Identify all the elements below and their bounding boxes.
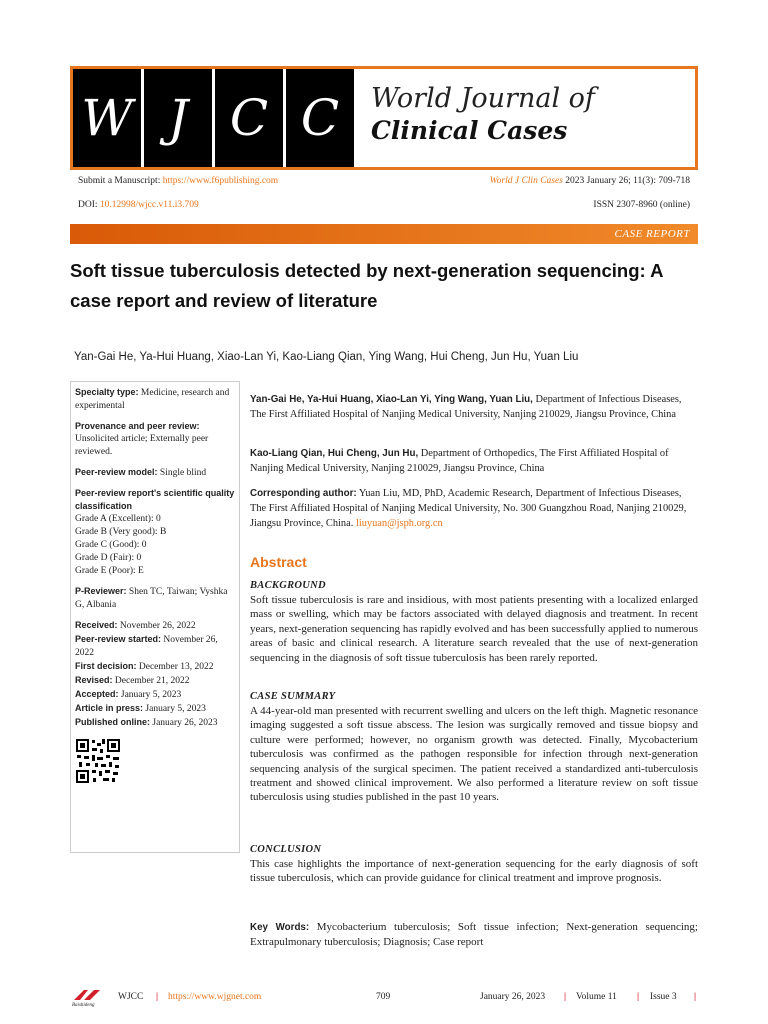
- logo-letter-c2: C: [286, 69, 354, 167]
- grade-c: Grade C (Good): 0: [75, 540, 147, 550]
- published-value: January 26, 2023: [152, 718, 218, 728]
- publisher-logo-text: Baishideng: [72, 1003, 95, 1008]
- first-decision-value: December 13, 2022: [138, 662, 214, 672]
- footer-separator-1: |: [156, 992, 159, 1002]
- received-label: Received:: [75, 620, 118, 630]
- in-press-label: Article in press:: [75, 703, 144, 713]
- affiliation-1: [250, 392, 698, 422]
- aff2-text: Department of Orthopedics, The First Affiliated Hospital of Nanjing Medical University, Nanjing 210029, Jiangsu Province, China: [250, 448, 669, 474]
- footer-issue: Issue 3: [650, 992, 677, 1002]
- doi-link[interactable]: 10.12998/wjcc.v11.i3.709: [99, 200, 199, 210]
- footer-url[interactable]: https://www.wjgnet.com: [168, 992, 262, 1002]
- journal-name-line1: World Journal of: [371, 83, 595, 114]
- aff2-names: Kao-Liang Qian, Hui Cheng, Jun Hu,: [250, 448, 419, 459]
- issn: ISSN 2307-8960 (online): [593, 200, 690, 210]
- abstract-heading: [250, 555, 698, 572]
- qr-code-icon[interactable]: [75, 738, 121, 784]
- case-summary-section: [250, 689, 698, 805]
- review-model-block: [75, 466, 235, 480]
- corr-email[interactable]: liuyuan@jsph.org.cn: [355, 518, 443, 529]
- review-model-label: Peer-review model:: [75, 467, 158, 477]
- corr-label: Corresponding author:: [250, 488, 357, 499]
- submit-link[interactable]: https://www.f6publishing.com: [162, 176, 279, 186]
- grade-e: Grade E (Poor): E: [75, 566, 144, 576]
- footer-volume: Volume 11: [576, 992, 617, 1002]
- footer-page-number: 709: [376, 992, 391, 1002]
- published-label: Published online:: [75, 717, 151, 727]
- citation-line: [490, 176, 690, 186]
- doi-label: DOI:: [78, 200, 98, 210]
- conclusion-text: This case highlights the importance of next-generation sequencing for the early diagnosis of soft tissue tuberculosis, which can provide guidance for clinical treatment and improve prognosis.: [250, 858, 698, 885]
- background-text: Soft tissue tuberculosis is rare and insidious, with most patients presenting with a localized enlarged mass or swelling, which may be factors associated with delayed diagnosis and treatment. In recent years, next-generation sequencing has rapidly evolved and has been successfully applied to numerous areas of basic and clinical research. A literature search revealed that the use of next-generation sequencing in the diagnosis of soft tissue tuberculosis has been rarely reported.: [250, 594, 698, 664]
- citation-journal: World J Clin Cases: [489, 176, 563, 186]
- accepted-value: January 5, 2023: [120, 690, 182, 700]
- reviewer-block: [75, 585, 235, 612]
- doi-line: [78, 200, 199, 210]
- received-row: [75, 619, 235, 633]
- footer-separator-2: |: [564, 992, 567, 1002]
- specialty-block: [75, 386, 235, 413]
- article-title: Soft tissue tuberculosis detected by next-generation sequencing: A case report and review of literature: [70, 260, 663, 311]
- logo-letter-j: J: [144, 69, 212, 167]
- revised-value: December 21, 2022: [114, 676, 190, 686]
- quality-block: [75, 487, 235, 578]
- aff1-text: Department of Infectious Diseases, The First Affiliated Hospital of Nanjing Medical University, Nanjing 210029, Jiangsu Province, China: [250, 394, 682, 420]
- conclusion-heading: CONCLUSION: [250, 844, 322, 855]
- received-value: November 26, 2022: [119, 621, 196, 631]
- provenance-label: Provenance and peer review:: [75, 421, 200, 431]
- journal-logo: [73, 69, 357, 167]
- first-decision-row: [75, 660, 235, 674]
- keywords-label: Key Words:: [250, 922, 310, 933]
- footer-separator-4: |: [694, 992, 697, 1002]
- publisher-logo-icon: [70, 986, 110, 1008]
- journal-name: [371, 83, 595, 145]
- reviewer-label: P-Reviewer:: [75, 586, 127, 596]
- footer-separator-3: |: [637, 992, 640, 1002]
- page-footer: [70, 992, 698, 1008]
- background-heading: BACKGROUND: [250, 580, 326, 591]
- revised-row: [75, 674, 235, 688]
- keywords-text: Mycobacterium tuberculosis; Soft tissue infection; Next-generation sequencing; Extrapulmonary tuberculosis; Diagnosis; Case report: [250, 921, 698, 948]
- article-info-sidebar: [70, 381, 240, 853]
- accepted-label: Accepted:: [75, 689, 119, 699]
- case-summary-heading: CASE SUMMARY: [250, 691, 336, 702]
- grade-d: Grade D (Fair): 0: [75, 553, 142, 563]
- published-row: [75, 716, 235, 730]
- citation-details: 2023 January 26; 11(3): 709-718: [565, 176, 690, 186]
- footer-journal: WJCC: [118, 992, 144, 1002]
- specialty-label: Specialty type:: [75, 387, 139, 397]
- background-section: [250, 578, 698, 665]
- author-list: Yan-Gai He, Ya-Hui Huang, Xiao-Lan Yi, Kao-Liang Qian, Ying Wang, Hui Cheng, Jun Hu, Yuan Liu: [74, 351, 579, 363]
- review-model-value: Single blind: [159, 468, 207, 478]
- dates-block: [75, 619, 235, 730]
- reviewer-value: Shen TC, Taiwan; Vyshka G, Albania: [75, 587, 228, 610]
- accepted-row: [75, 688, 235, 702]
- logo-letter-c1: C: [215, 69, 283, 167]
- first-decision-label: First decision:: [75, 661, 137, 671]
- started-row: [75, 633, 235, 660]
- case-report-bar: CASE REPORT: [70, 224, 698, 244]
- journal-banner: [70, 66, 698, 170]
- grade-a: Grade A (Excellent): 0: [75, 514, 161, 524]
- submit-label: Submit a Manuscript:: [78, 176, 161, 186]
- logo-letter-w: W: [73, 69, 141, 167]
- aff1-names: Yan-Gai He, Ya-Hui Huang, Xiao-Lan Yi, Ying Wang, Yuan Liu,: [250, 394, 533, 405]
- revised-label: Revised:: [75, 675, 113, 685]
- keywords: [250, 920, 698, 950]
- conclusion-section: [250, 842, 698, 886]
- grade-b: Grade B (Very good): B: [75, 527, 167, 537]
- quality-label: Peer-review report's scientific quality classification: [75, 488, 235, 511]
- footer-date: January 26, 2023: [480, 992, 546, 1002]
- started-label: Peer-review started:: [75, 634, 162, 644]
- case-summary-text: A 44-year-old man presented with recurrent swelling and ulcers on the left thigh. Magnetic resonance imaging suggested a soft tissue abscess. The lesion was surgically removed and tissue biopsy and culture were performed; however, no organism growth was detected. Finally, Mycobacterium tuberculosis was confirmed as the pathogen responsible for infection through next-generation sequencing analysis of the surgical specimen. The patient received a standardized anti-tuberculosis treatment and showed clinical improvement. We also performed a literature review on soft tissue tuberculosis using studies published in the past 10 years.: [250, 705, 698, 804]
- specialty-value: Medicine, research and experimental: [75, 388, 230, 411]
- corresponding-author: [250, 486, 698, 531]
- affiliation-2: [250, 446, 698, 476]
- started-value: November 26, 2022: [75, 635, 218, 658]
- in-press-row: [75, 702, 235, 716]
- abstract-heading-text: Abstract: [250, 554, 307, 570]
- journal-name-line2: Clinical Cases: [371, 116, 568, 145]
- corr-text: Yuan Liu, MD, PhD, Academic Research, Department of Infectious Diseases, The First Affiliated Hospital of Nanjing Medical University, No. 300 Guangzhou Road, Nanjing 210029, Jiangsu Province, China.: [250, 488, 687, 529]
- provenance-block: [75, 420, 235, 459]
- in-press-value: January 5, 2023: [145, 704, 206, 714]
- provenance-value: Unsolicited article; Externally peer reviewed.: [75, 434, 209, 457]
- submit-line: [78, 176, 278, 186]
